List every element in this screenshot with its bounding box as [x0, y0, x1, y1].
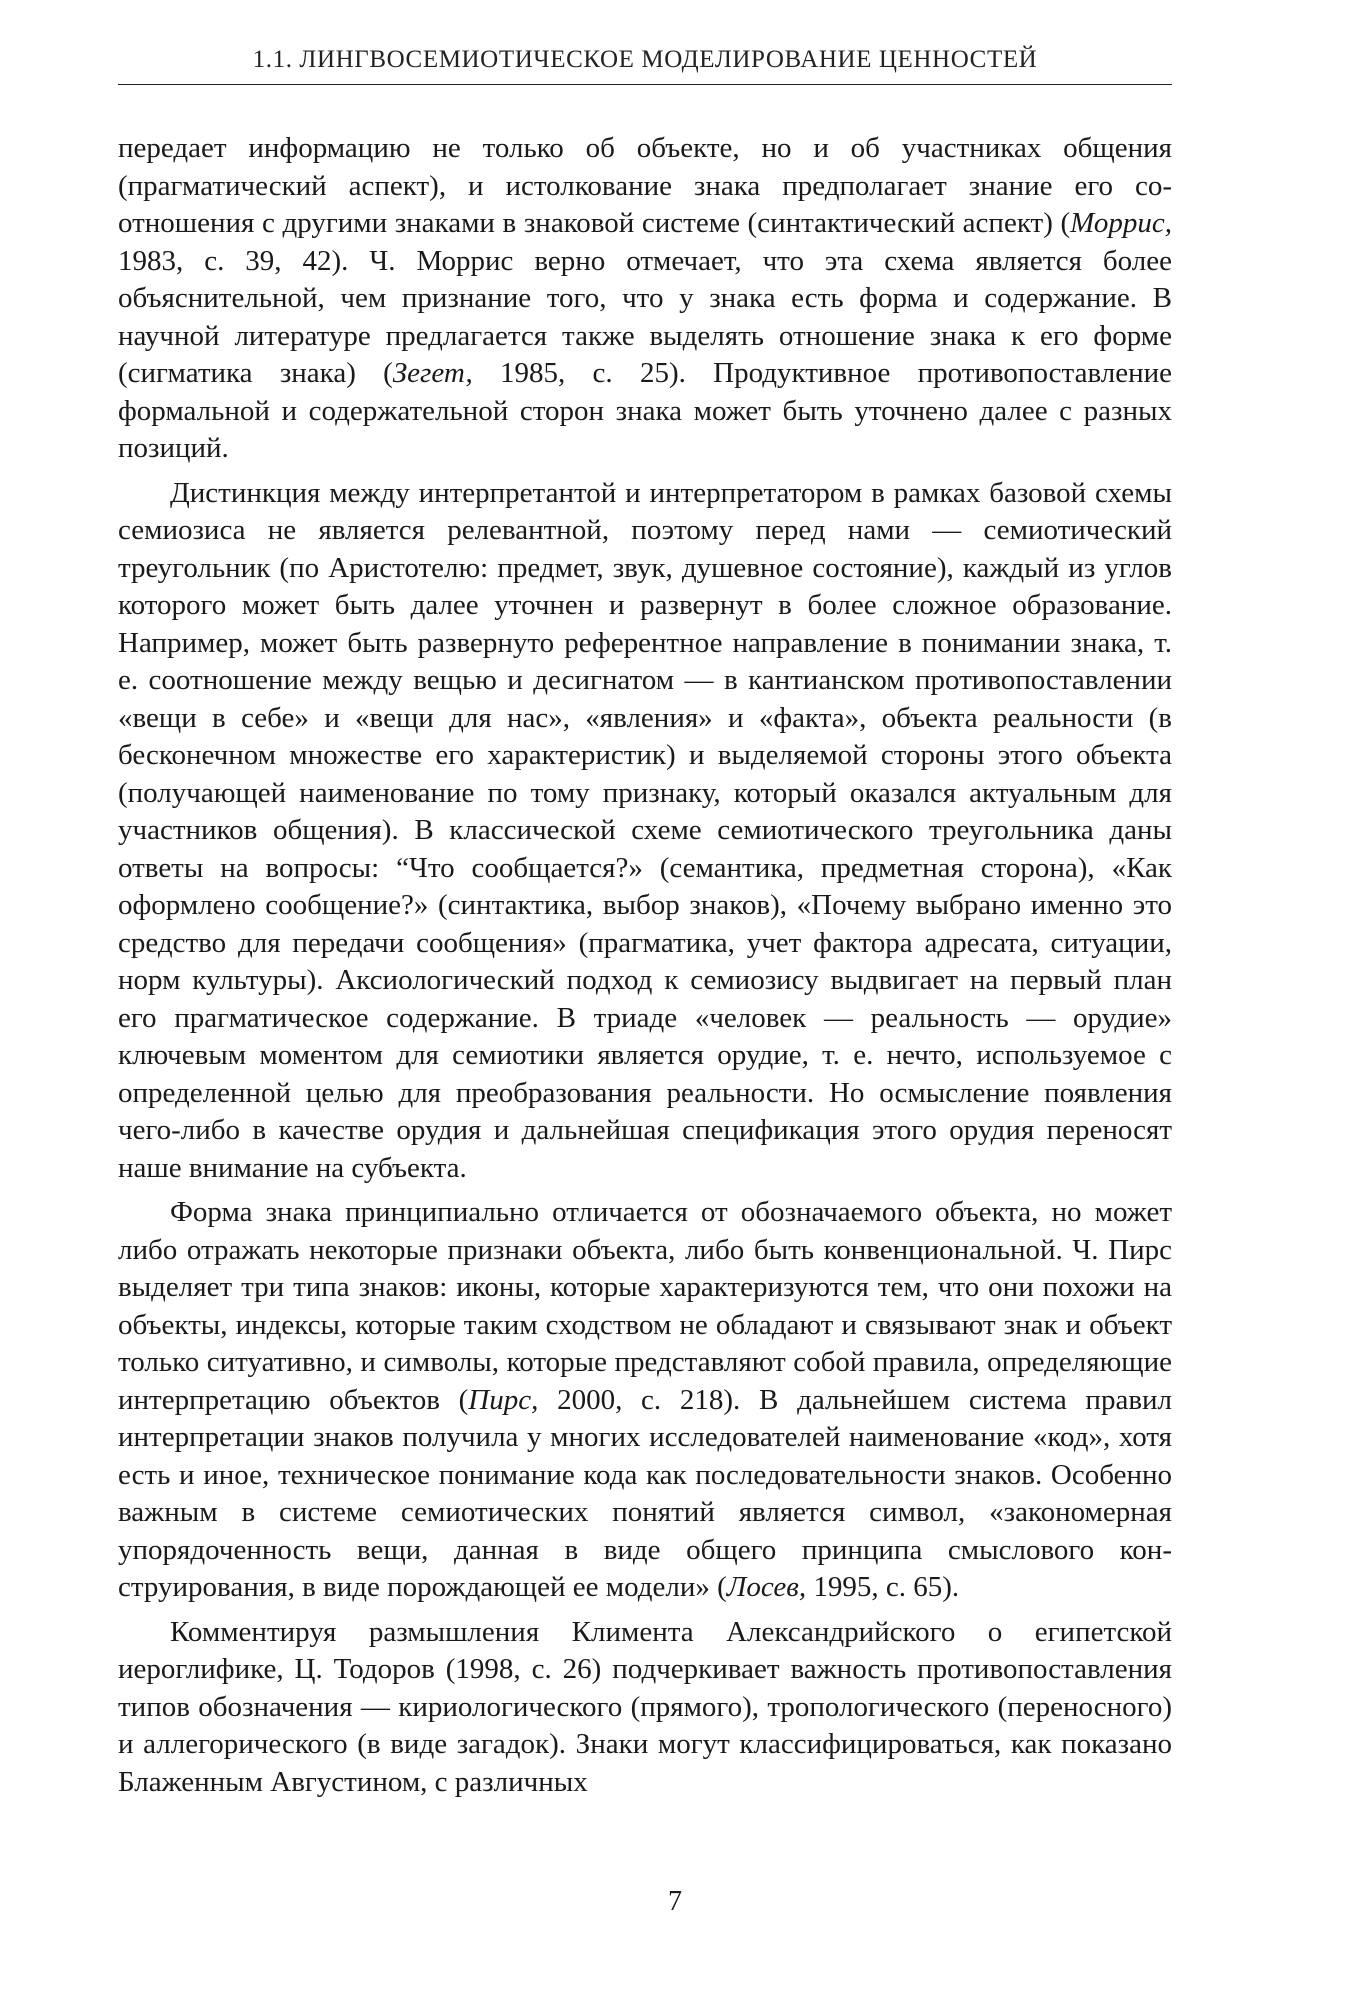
citation-author: Пирс, — [468, 1383, 539, 1416]
paragraph-4 — [118, 1614, 1172, 1802]
text-run: 1983, с. 39, 42). Ч. Моррис верно отмечает, что эта схема является более объяснительной, чем признание того, что у знака есть форма и содержание. В научной литературе предлагается также выделять отношение знака к его форме (сигматика знака) ( — [118, 244, 1172, 389]
running-head: 1.1. ЛИНГВОСЕМИОТИЧЕСКОЕ МОДЕЛИРОВАНИЕ ЦЕННОСТЕЙ — [252, 46, 1038, 73]
text-run: Дистинкция между интерпретантой и интерпретатором в рамках базовой схемы семиозиса не является релевантной, поэтому перед нами — семиотический треугольник (по Аристотелю: предмет, звук, душевное состояние), каждый из углов которого может быть далее уточнен и развернут в более сложное образование. Например, может быть развернуто референтное направление в понимании знака, т. е. соотношение между вещью и десигнатом — в кантианском противопоставлении «вещи в себе» и «вещи для нас», «явления» и «факта», объекта реальности (в бесконечном множестве его характеристик) и выделяемой стороны этого объекта (получающей наименование по тому признаку, который оказался актуальным для участников общения). В классической схеме семиотического треугольника даны ответы на вопросы: “Что сообщается?» (семантика, предметная сторона), «Как оформлено сообщение?» (синтактика, выбор знаков), «Почему выбрано именно это средство для передачи сообщения» (прагматика, учет фактора адресата, ситуации, норм культуры). Аксиологический подход к семиозису выдвигает на первый план его прагматическое содержание. В триаде «человек — реальность — орудие» ключевым моментом для семиотики является орудие, т. е. нечто, используемое с определенной целью для преобразования реальности. Но осмысление появления чего-либо в качестве орудия и дальнейшая спецификация этого орудия переносят наше внимание на субъекта. — [118, 476, 1172, 1184]
text-run: 1985, с. 25). Продуктивное противопоставление формальной и содержательной сторон знака может быть уточнено далее с разных позиций. — [118, 357, 1173, 464]
paragraph-1 — [118, 130, 1172, 468]
text-run: 2000, с. 218). В дальнейшем система правил интерпретации знаков получила у многих исследователей наименование «код», хотя есть и иное, техническое понимание кода как последовательности знаков. Особенно важным в системе семиотических понятий является символ, «закономерная упорядоченность вещи, данная в виде общего принципа смыслового конструирования, в виде порождающей ее модели» ( — [118, 1383, 1172, 1603]
body-text — [118, 130, 1172, 1808]
text-run: Форма знака принципиально отличается от обозначаемого объекта, но может либо отражать некоторые признаки объекта, либо быть конвенциональной. Ч. Пирс выделяет три типа знаков: иконы, которые характеризуются тем, что они похожи на объекты, индексы, которые таким сходством не обладают и связывают знак и объект только ситуативно, и символы, которые представляют собой правила, определяющие интерпретацию объектов ( — [118, 1196, 1172, 1416]
text-run: Комментируя размышления Климента Александрийского о египетской иероглифике, Ц. Тодоров (1998, с. 26) подчеркивает важность противопоставления типов обозначения — кириологического (прямого), тропологического (переносного) и аллегорического (в виде загадок). Знаки могут классифицироваться, как показано Блаженным Августином, с различных — [118, 1615, 1172, 1798]
page-number: 7 — [668, 1886, 682, 1917]
paragraph-2 — [118, 475, 1172, 1188]
text-run: передает информацию не только об объекте, но и об участниках общения (прагматический аспект), и истолкование знака предполагает знание его соотношения с другими знаками в знаковой системе (синтактический аспект) ( — [118, 132, 1172, 239]
paragraph-3 — [118, 1194, 1172, 1607]
citation-author: Моррис, — [1070, 207, 1172, 239]
header-rule — [118, 84, 1172, 85]
text-run: 1995, с. 65). — [806, 1571, 960, 1603]
citation-author: Зегет, — [392, 357, 473, 389]
citation-author: Лосев, — [726, 1571, 807, 1603]
